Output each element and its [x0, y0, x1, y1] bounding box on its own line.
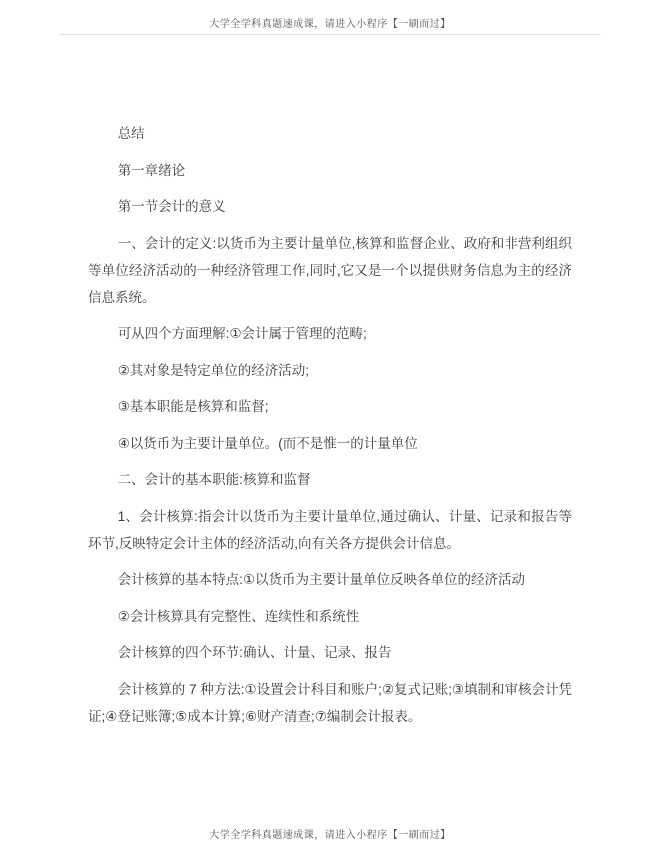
paragraph-accounting-calculation: 1、会计核算:指会计以货币为主要计量单位,通过确认、计量、记录和报告等环节,反映特定会计主体的经济活动,向有关各方提供会计信息。	[88, 508, 572, 551]
paragraph-aspect-3: ③基本职能是核算和监督;	[117, 399, 269, 414]
paragraph-accounting-definition: 一、会计的定义:以货币为主要计量单位,核算和监督企业、政府和非营利组织等单位经济活动的一种经济管理工作,同时,它又是一个以提供财务信息为主的经济信息系统。	[88, 235, 572, 305]
paragraph-aspect-2: ②其对象是特定单位的经济活动;	[117, 362, 310, 378]
paragraph-summary-title: 总结	[117, 126, 145, 141]
page-header	[0, 0, 660, 30]
paragraph-feature-2: ②会计核算具有完整性、连续性和系统性	[117, 608, 360, 624]
document-content	[88, 35, 572, 730]
paragraph-section-title: 第一节会计的意义	[117, 199, 226, 214]
paragraph-basic-features: 会计核算的基本特点:①以货币为主要计量单位反映各单位的经济活动	[117, 572, 526, 587]
paragraph-chapter-title: 第一章绪论	[117, 162, 186, 178]
paragraph-basic-functions: 二、会计的基本职能:核算和监督	[117, 472, 311, 487]
paragraph-aspect-1: 可从四个方面理解:①会计属于管理的范畴;	[117, 326, 367, 341]
paragraph-four-steps: 会计核算的四个环节:确认、计量、记录、报告	[117, 645, 392, 660]
paragraph-seven-methods: 会计核算的 7 种方法:①设置会计科目和账户;②复式记账;③填制和审核会计凭证;④登记账簿;⑤成本计算;⑥财产清查;⑦编制会计报表。	[88, 681, 572, 724]
paragraph-aspect-4: ④以货币为主要计量单位。(而不是惟一的计量单位	[117, 435, 418, 451]
header-text: 大学全学科真题速成课，请进入小程序【一刷而过】	[209, 19, 451, 30]
page-footer	[0, 826, 660, 841]
footer-text: 大学全学科真题速成课，请进入小程序【一刷而过】	[209, 830, 451, 841]
